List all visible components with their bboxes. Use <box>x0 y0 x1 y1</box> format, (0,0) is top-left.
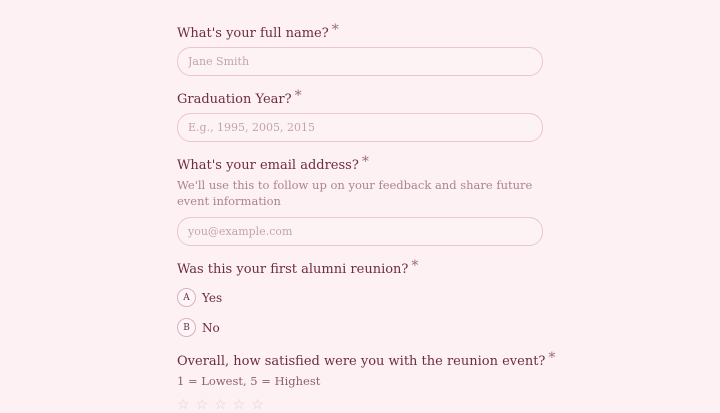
question-label: Graduation Year? * <box>177 88 302 107</box>
choice-label: Yes <box>202 290 223 305</box>
question-graduation-year <box>177 90 543 142</box>
required-asterisk: * <box>294 88 302 104</box>
email-input[interactable] <box>177 217 543 246</box>
rating-star-2-icon[interactable]: ☆ <box>195 397 209 413</box>
question-label: Overall, how satisfied were you with the reunion event? * <box>177 350 556 369</box>
question-label: Was this your first alumni reunion? * <box>177 258 419 277</box>
question-email <box>177 156 543 246</box>
graduation-year-input[interactable] <box>177 113 543 142</box>
rating-star-5-icon[interactable]: ☆ <box>251 397 264 413</box>
required-asterisk: * <box>548 350 556 366</box>
question-first-reunion <box>177 260 543 279</box>
question-label: What's your full name? * <box>177 22 339 41</box>
choice-key-badge: A <box>177 288 196 307</box>
rating-stars <box>177 398 264 412</box>
rating-star-4-icon[interactable]: ☆ <box>232 397 246 413</box>
question-full-name <box>177 24 543 76</box>
full-name-input[interactable] <box>177 47 543 76</box>
choice-key-badge: B <box>177 318 196 337</box>
choice-no[interactable] <box>177 318 220 337</box>
question-label: What's your email address? * <box>177 154 369 173</box>
rating-star-1-icon[interactable]: ☆ <box>177 397 190 413</box>
question-description: We'll use this to follow up on your feedback and share future event information <box>177 178 533 208</box>
choice-yes[interactable] <box>177 288 222 307</box>
choice-label: No <box>202 320 220 335</box>
scale-hint: 1 = Lowest, 5 = Highest <box>177 374 321 388</box>
question-satisfaction <box>177 350 556 389</box>
rating-star-3-icon[interactable]: ☆ <box>214 397 227 413</box>
required-asterisk: * <box>331 22 339 38</box>
required-asterisk: * <box>411 258 419 274</box>
required-asterisk: * <box>361 154 369 170</box>
